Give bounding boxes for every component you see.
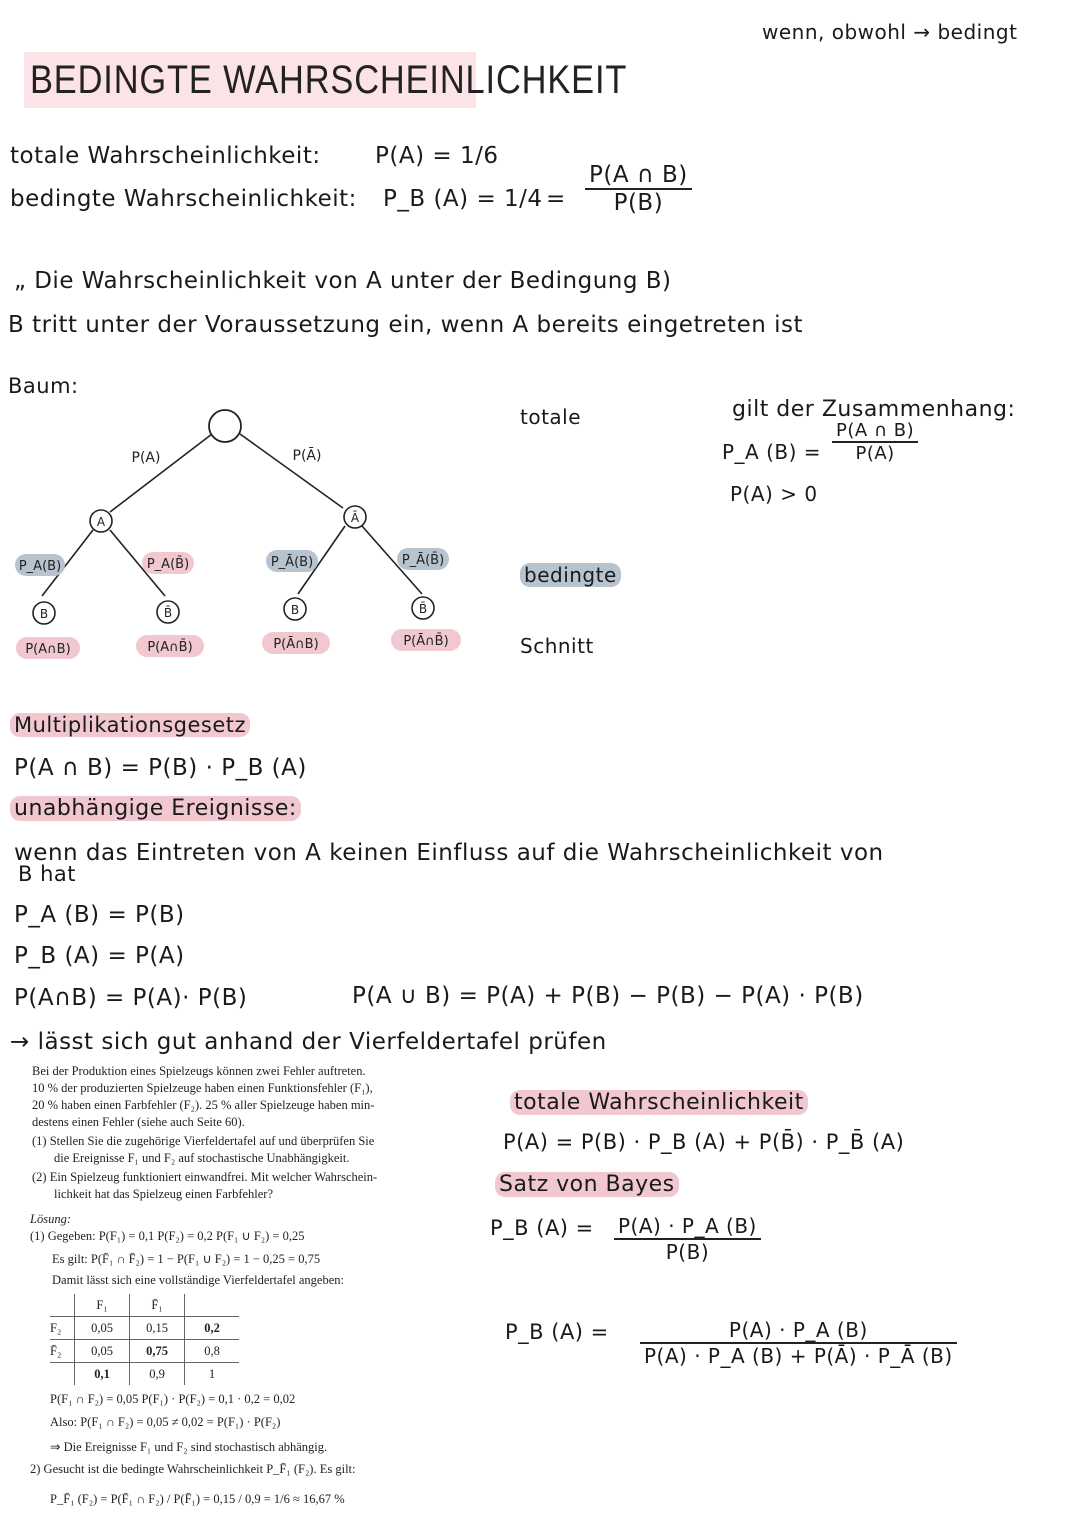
right-totale-heading	[510, 1090, 808, 1115]
table-cell: 0,9	[130, 1363, 185, 1386]
exercise-question-1b: die Ereignisse F₁ und F₂ auf stochastische Unabhängigkeit.	[54, 1151, 350, 1165]
col-header-f1: F₁	[75, 1294, 130, 1317]
tree-leaf-2: P(A∩B̄)	[147, 640, 193, 655]
tree-p-abar: P(Ā)	[292, 448, 322, 464]
tree-node-bbar-1: B̄	[163, 606, 173, 620]
tree-pa-b: P_A(B)	[18, 559, 62, 574]
exercise-line-1: Bei der Produktion eines Spielzeugs können zwei Fehler auftreten.	[32, 1064, 366, 1078]
totale-label: totale Wahrscheinlichkeit:	[10, 143, 321, 169]
table-row	[50, 1294, 239, 1317]
table-cell: 0,75	[130, 1340, 185, 1363]
solution-line-1: (1) Gegeben: P(F₁) = 0,1 P(F₂) = 0,2 P(F₁ ∪ F₂) = 0,25	[30, 1229, 305, 1243]
tree-node-bbar-2: B̄	[418, 602, 428, 616]
bedingte-formula: P_B (A) = 1/4	[383, 186, 543, 212]
row-header-f2bar: F̄₂	[50, 1340, 75, 1363]
exercise-question-2b: lichkeit hat das Spielzeug einen Farbfehler?	[54, 1187, 274, 1201]
solution-line-4: P(F₁ ∩ F₂) = 0,05 P(F₁) · P(F₂) = 0,1 · 0,2 = 0,02	[50, 1392, 296, 1406]
tree-side-totale: totale	[520, 405, 582, 429]
quote-line-1: „ Die Wahrscheinlichkeit von A unter der Bedingung B)	[14, 268, 672, 294]
tree-node-a: A	[96, 515, 106, 529]
tree-side-schnitt: Schnitt	[520, 634, 594, 658]
tree-pabar-bbar: P_Ā(B̄)	[401, 553, 445, 568]
vierfeldertafel-note: → lässt sich gut anhand der Vierfeldertafel prüfen	[10, 1029, 607, 1055]
probability-tree	[0, 400, 500, 670]
table-cell: 0,05	[75, 1317, 130, 1340]
exercise-line-3: 20 % haben einen Farbfehler (F₂). 25 % aller Spielzeuge haben min-	[32, 1098, 375, 1112]
root-node	[209, 410, 241, 442]
bayes-fraction	[614, 1214, 761, 1264]
exercise-question-1a: (1) Stellen Sie die zugehörige Vierfeldertafel auf und überprüfen Sie	[32, 1134, 375, 1148]
unabhaengig-formula-4: P(A ∪ B) = P(A) + P(B) − P(B) − P(A) · P(B)	[352, 983, 864, 1009]
bayes-heading-text: Satz von Bayes	[495, 1172, 679, 1197]
tree-node-b-1: B	[39, 607, 49, 621]
table-cell: 0,8	[185, 1340, 240, 1363]
unabhaengig-formula-2: P_B (A) = P(A)	[14, 943, 185, 969]
zusammenhang-lhs: P_A (B) =	[722, 440, 822, 464]
table-cell: 1	[185, 1363, 240, 1386]
zusammenhang-condition: P(A) > 0	[730, 482, 818, 506]
multiplikation-heading	[10, 713, 250, 737]
table-cell: 0,2	[185, 1317, 240, 1340]
exercise-question-2a: (2) Ein Spielzeug funktioniert einwandfrei. Mit welcher Wahrschein-	[32, 1170, 378, 1184]
branch-root-abar	[240, 434, 343, 508]
equals-sign: =	[546, 186, 566, 212]
row-header-f2: F₂	[50, 1317, 75, 1340]
bedingte-label: bedingte Wahrscheinlichkeit:	[10, 186, 357, 212]
col-header-f1bar: F̄₁	[130, 1294, 185, 1317]
table-cell: 0,1	[75, 1363, 130, 1386]
table-row	[50, 1317, 239, 1340]
solution-line-2: Es gilt: P(F̄₁ ∩ F̄₂) = 1 − P(F₁ ∪ F₂) = 1 − 0,25 = 0,75	[52, 1252, 321, 1266]
tree-label: Baum:	[8, 374, 79, 398]
tree-leaf-3: P(Ā∩B)	[273, 637, 319, 652]
solution-line-3: Damit lässt sich eine vollständige Vierfeldertafel angeben:	[52, 1273, 344, 1287]
bayes2-denominator: P(A) · P_A (B) + P(Ā) · P_Ā (B)	[644, 1344, 953, 1368]
unabhaengig-formula-1: P_A (B) = P(B)	[14, 902, 185, 928]
zusammenhang-numerator: P(A ∩ B)	[832, 420, 918, 443]
solution-line-6: ⇒ Die Ereignisse F₁ und F₂ sind stochastisch abhängig.	[50, 1440, 328, 1454]
right-totale-formula: P(A) = P(B) · P_B (A) + P(B̄) · P_B̄ (A)	[503, 1130, 905, 1154]
exercise-line-4: destens einen Fehler (siehe auch Seite 60).	[32, 1115, 245, 1129]
tree-node-b-2: B	[290, 603, 300, 617]
vierfeldertafel	[50, 1294, 239, 1385]
bayes2-fraction	[640, 1318, 957, 1368]
totale-formula: P(A) = 1/6	[375, 143, 499, 169]
multiplikation-formula: P(A ∩ B) = P(B) · P_B (A)	[14, 755, 307, 781]
tree-side-bedingte	[520, 563, 621, 587]
table-cell: 0,05	[75, 1340, 130, 1363]
loesung-label: Lösung:	[30, 1212, 71, 1226]
solution-line-5: Also: P(F₁ ∩ F₂) = 0,05 ≠ 0,02 = P(F₁) · P(F₂)	[50, 1415, 281, 1429]
quote-line-2: B tritt unter der Voraussetzung ein, wenn A bereits eingetreten ist	[8, 312, 804, 338]
unabhaengig-text-2: B hat	[18, 862, 76, 886]
bayes-lhs: P_B (A) =	[490, 1216, 594, 1240]
page-title: BEDINGTE WAHRSCHEINLICHKEIT	[30, 58, 628, 102]
header-note: wenn, obwohl → bedingt	[762, 20, 1018, 44]
fraction-denominator: P(B)	[613, 190, 664, 216]
solution-line-8: P_F̄₁ (F₂) = P(F̄₁ ∩ F₂) / P(F̄₁) = 0,15 / 0,9 = 1/6 ≈ 16,67 %	[50, 1492, 345, 1506]
bedingte-fraction	[585, 162, 692, 216]
zusammenhang-heading: gilt der Zusammenhang:	[732, 397, 1016, 422]
table-row	[50, 1363, 239, 1386]
tree-p-a: P(A)	[131, 450, 161, 466]
bayes-denominator: P(B)	[665, 1240, 710, 1264]
fraction-numerator: P(A ∩ B)	[585, 162, 692, 190]
tree-pa-bbar: P_A(B̄)	[146, 557, 190, 572]
zusammenhang-fraction	[832, 420, 918, 464]
bayes-heading	[495, 1172, 679, 1197]
table-row	[50, 1340, 239, 1363]
branch-root-a	[110, 434, 212, 512]
bayes2-numerator: P(A) · P_A (B)	[640, 1318, 957, 1344]
multiplikation-heading-text: Multiplikationsgesetz	[10, 713, 250, 737]
table-cell: 0,15	[130, 1317, 185, 1340]
exercise-line-2: 10 % der produzierten Spielzeuge haben einen Funktionsfehler (F₁),	[32, 1081, 373, 1095]
unabhaengig-heading	[10, 796, 301, 821]
tree-pabar-b: P_Ā(B)	[270, 555, 314, 570]
bayes-numerator: P(A) · P_A (B)	[614, 1214, 761, 1240]
unabhaengig-text-1: wenn das Eintreten von A keinen Einfluss auf die Wahrscheinlichkeit von	[14, 840, 884, 866]
tree-side-bedingte-text: bedingte	[520, 563, 621, 587]
solution-line-7: 2) Gesucht ist die bedingte Wahrscheinlichkeit P_F̄₁ (F₂). Es gilt:	[30, 1462, 356, 1476]
tree-leaf-4: P(Ā∩B̄)	[403, 634, 449, 649]
unabhaengig-formula-3: P(A∩B) = P(A)· P(B)	[14, 985, 248, 1011]
tree-leaf-1: P(A∩B)	[25, 642, 71, 657]
bayes2-lhs: P_B (A) =	[505, 1320, 609, 1344]
right-totale-heading-text: totale Wahrscheinlichkeit	[510, 1090, 808, 1115]
tree-node-abar: Ā	[350, 511, 360, 525]
zusammenhang-denominator: P(A)	[855, 443, 895, 464]
unabhaengig-heading-text: unabhängige Ereignisse:	[10, 796, 301, 821]
